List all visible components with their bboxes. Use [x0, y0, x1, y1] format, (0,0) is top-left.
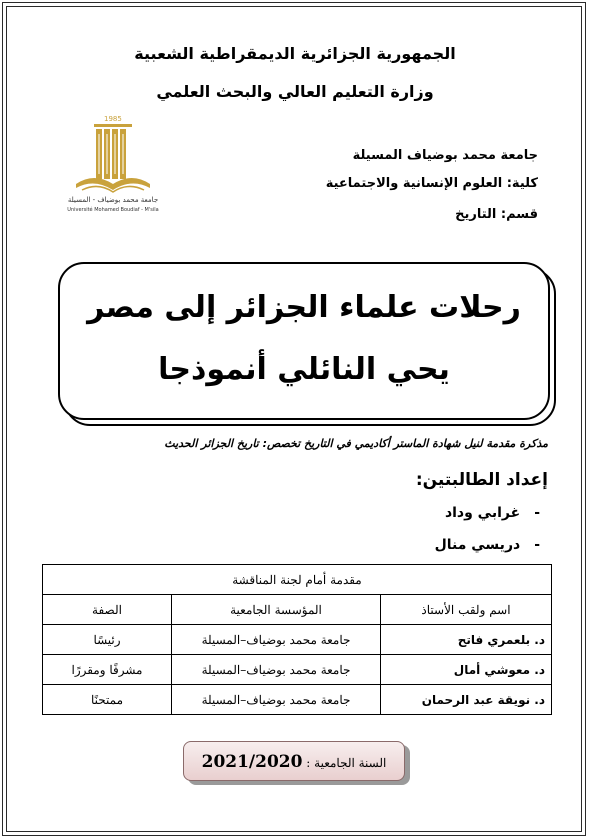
- member-name: د. بلعمري فاتح: [381, 625, 552, 655]
- bullet-dash: -: [534, 505, 540, 521]
- member-role: مشرفًا ومقررًا: [43, 655, 172, 685]
- prepared-by-label: إعداد الطالبتين:: [415, 470, 548, 490]
- student-name-text: غرابي وداد: [444, 505, 521, 521]
- member-institution: جامعة محمد بوضياف–المسيلة: [172, 655, 381, 685]
- member-institution: جامعة محمد بوضياف–المسيلة: [172, 685, 381, 715]
- republic-heading: الجمهورية الجزائرية الديمقراطية الشعبية: [134, 44, 456, 63]
- header-institution: المؤسسة الجامعية: [172, 595, 381, 625]
- member-name: د. معوشي أمال: [381, 655, 552, 685]
- bullet-dash: -: [534, 537, 540, 553]
- student-name-text: دريسي منال: [434, 537, 521, 553]
- table-row: [43, 685, 552, 715]
- thesis-title-line1: رحلات علماء الجزائر إلى مصر: [87, 290, 521, 325]
- faculty-name: كلية: العلوم الإنسانية والاجتماعية: [325, 176, 538, 191]
- member-name: د. نويقة عبد الرحمان: [381, 685, 552, 715]
- logo-year: 1985: [104, 115, 122, 123]
- logo-name-fr: Université Mohamed Boudiaf - M'sila: [67, 207, 159, 213]
- header-professor-name: اسم ولقب الأستاذ: [381, 595, 552, 625]
- thesis-title-line2: يحي النائلي أنموذجا: [158, 352, 450, 387]
- university-logo: [60, 110, 180, 220]
- table-row: [43, 655, 552, 685]
- committee-table: [42, 564, 552, 715]
- academic-year-value: 2021/2020: [201, 752, 303, 772]
- member-role: رئيسًا: [43, 625, 172, 655]
- member-role: ممتحنًا: [43, 685, 172, 715]
- student-name: [435, 537, 540, 553]
- title-box: [58, 262, 550, 420]
- university-name: جامعة محمد بوضياف المسيلة: [352, 148, 538, 163]
- committee-caption: مقدمة أمام لجنة المناقشة: [43, 565, 552, 595]
- table-row: [43, 625, 552, 655]
- academic-year: [183, 752, 405, 772]
- memo-description: مذكرة مقدمة لنيل شهادة الماستر أكاديمي في التاريخ تخصص: تاريخ الجزائر الحديث: [164, 437, 548, 450]
- header-role: الصفة: [43, 595, 172, 625]
- ministry-heading: وزارة التعليم العالي والبحث العلمي: [156, 82, 434, 101]
- student-name: [445, 505, 540, 521]
- department-name: قسم: التاريخ: [455, 207, 538, 222]
- logo-name-ar: جامعة محمد بوضياف - المسيلة: [67, 196, 159, 204]
- member-institution: جامعة محمد بوضياف–المسيلة: [172, 625, 381, 655]
- academic-year-label: السنة الجامعية :: [306, 756, 387, 770]
